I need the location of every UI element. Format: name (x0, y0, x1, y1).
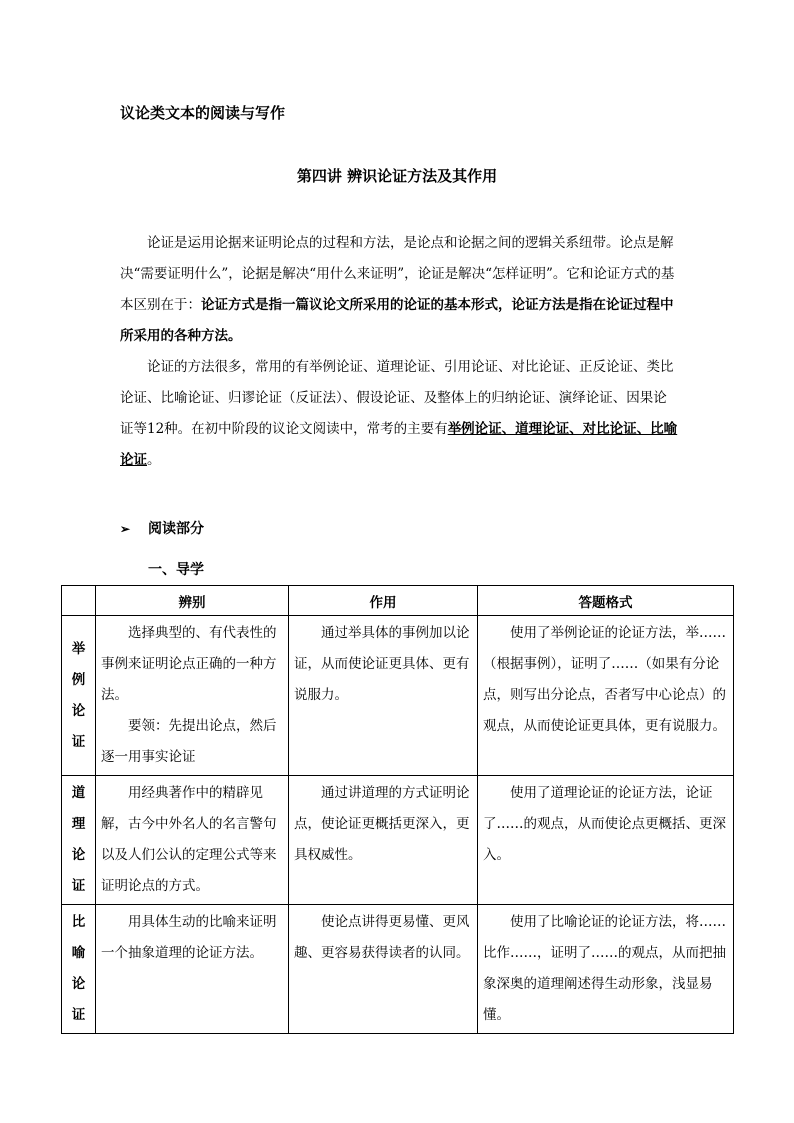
header-answer-format: 答题格式 (478, 586, 734, 616)
intro-paragraph-methods (120, 352, 680, 476)
identify-text: 用经典著作中的精辟见解，古今中外名人的名言警句以及人们公认的定理公式等来证明论点的方式。 (101, 785, 277, 894)
effect-cell (289, 905, 478, 1034)
format-cell (478, 905, 734, 1034)
format-cell (478, 776, 734, 905)
method-name-cell (62, 905, 96, 1034)
method-name-char: 论 (71, 847, 86, 863)
lecture-title: 第四讲 辨识论证方法及其作用 (296, 167, 498, 185)
arrow-bullet-icon: ➢ (120, 522, 131, 536)
table-header-row (62, 586, 734, 616)
method-name-char: 理 (71, 816, 86, 832)
method-name-char: 例 (71, 671, 86, 688)
format-text: 使用了道理论证的论证方法，论证了……的观点，从而使论点更概括、更深入。 (483, 785, 726, 863)
method-name-char: 证 (71, 733, 86, 750)
guide-section-title: 一、导学 (148, 562, 204, 578)
document-heading: 议论类文本的阅读与写作 (120, 104, 286, 122)
header-identify: 辨别 (96, 586, 289, 616)
effect-cell (289, 616, 478, 776)
method-name-char: 道 (71, 785, 86, 801)
method-name-cell (62, 776, 96, 905)
identify-tip-text: 要领：先提出论点，然后逐一用事实论证 (101, 718, 277, 765)
identify-cell (96, 776, 289, 905)
method-name-char: 论 (71, 702, 86, 719)
intro-key-methods: 举例论证、道理论证、对比论证、比喻论证 (120, 421, 678, 468)
identify-cell (96, 616, 289, 776)
table-row-reasoning-argument (62, 776, 734, 905)
method-name-char: 举 (71, 640, 86, 657)
identify-cell (96, 905, 289, 1034)
intro-methods-text: 论证的方法很多，常用的有举例论证、道理论证、引用论证、对比论证、正反论证、类比论证、比喻论证、归谬论证（反证法）、假设论证、及整体上的归纳论证、演绎论证、因果论证等12种。在初中阶段的议论文阅读中，常考的主要有 (120, 359, 674, 437)
effect-text: 使论点讲得更易懂、更风趣、更容易获得读者的认同。 (294, 914, 470, 961)
reading-section-header (120, 518, 204, 538)
method-name-char: 喻 (71, 945, 86, 961)
method-name-cell (62, 616, 96, 776)
intro-paragraph-definition (120, 228, 680, 352)
format-text: 使用了举例论证的论证方法，举……（根据事例），证明了……（如果有分论点，则写出分论点，否者写中心论点）的观点，从而使论证更具体，更有说服力。 (483, 625, 726, 734)
intro-definition-emphasis: 论证方式是指一篇议论文所采用的论证的基本形式，论证方法是指在论证过程中所采用的各种方法。 (120, 297, 674, 344)
format-text: 使用了比喻论证的论证方法，将……比作……，证明了……的观点，从而把抽象深奥的道理阐述得生动形象，浅显易懂。 (483, 914, 726, 1023)
header-effect: 作用 (289, 586, 478, 616)
intro-methods-end: 。 (147, 452, 161, 468)
identify-text: 用具体生动的比喻来证明一个抽象道理的论证方法。 (101, 914, 277, 961)
format-cell (478, 616, 734, 776)
effect-cell (289, 776, 478, 905)
method-name-char: 比 (71, 914, 86, 930)
effect-text: 通过举具体的事例加以论证，从而使论证更具体、更有说服力。 (294, 625, 470, 703)
effect-text: 通过讲道理的方式证明论点，使论证更概括更深入，更具权威性。 (294, 785, 470, 863)
method-name-char: 证 (71, 1007, 86, 1023)
method-name-char: 证 (71, 878, 86, 894)
intro-definition-text: 论证是运用论据来证明论点的过程和方法，是论点和论据之间的逻辑关系纽带。论点是解决“需要证明什么”，论据是解决“用什么来证明”，论证是解决“怎样证明”。它和论证方式的基本区别在于： (120, 235, 675, 313)
identify-text: 选择典型的、有代表性的事例来证明论点正确的一种方法。 (101, 625, 277, 703)
method-guide-table (61, 585, 734, 1034)
table-row-example-argument (62, 616, 734, 776)
header-method (62, 586, 96, 616)
table-row-metaphor-argument (62, 905, 734, 1034)
reading-section-title: 阅读部分 (148, 521, 204, 537)
method-name-char: 论 (71, 976, 86, 992)
intro-section (120, 228, 680, 476)
